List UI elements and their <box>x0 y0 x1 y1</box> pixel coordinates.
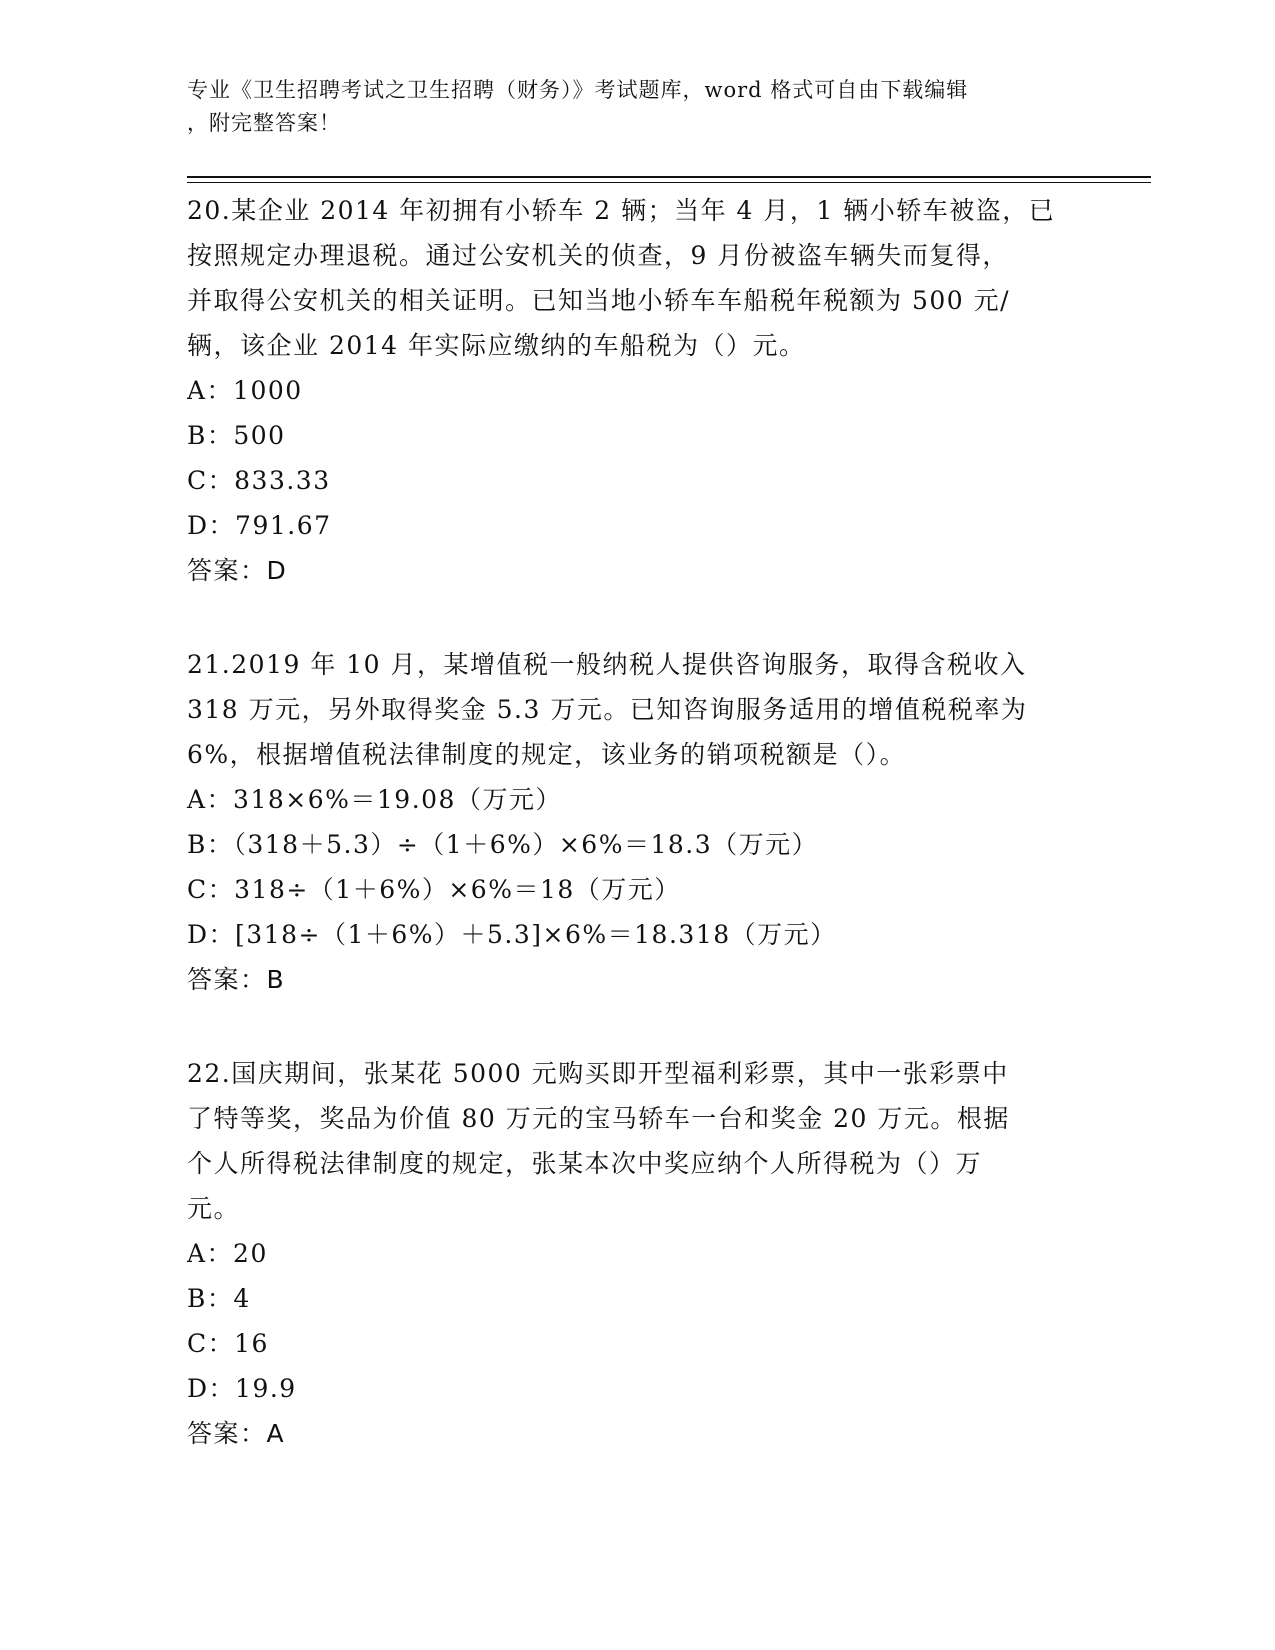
stem-line: 318 万元，另外取得奖金 5.3 万元。已知咨询服务适用的增值税税率为 <box>187 695 1028 724</box>
option-list <box>187 1231 1087 1411</box>
question-21 <box>187 642 1087 1002</box>
stem-line: 个人所得税法律制度的规定，张某本次中奖应纳个人所得税为（）万 <box>187 1149 983 1178</box>
question-stem <box>187 188 1087 368</box>
answer-line: 答案：A <box>187 1419 286 1448</box>
stem-line: 元。 <box>187 1194 241 1223</box>
option-d: D：[318÷（1＋6%）＋5.3]×6%＝18.318（万元） <box>187 920 837 949</box>
option-d: D：791.67 <box>187 511 332 540</box>
question-stem <box>187 642 1087 777</box>
question-22 <box>187 1051 1087 1456</box>
stem-line: 辆，该企业 2014 年实际应缴纳的车船税为（）元。 <box>187 331 806 360</box>
question-stem <box>187 1051 1087 1231</box>
answer-line: 答案：B <box>187 965 286 994</box>
stem-line: 了特等奖，奖品为价值 80 万元的宝马轿车一台和奖金 20 万元。根据 <box>187 1104 1010 1133</box>
option-c: C：833.33 <box>187 466 331 495</box>
answer-line: 答案：D <box>187 556 288 585</box>
header-line-1: 专业《卫生招聘考试之卫生招聘（财务）》考试题库，word 格式可自由下载编辑 <box>187 78 969 102</box>
document-header <box>187 74 1087 140</box>
option-b: B：（318＋5.3）÷（1＋6%）×6%＝18.3（万元） <box>187 830 819 859</box>
header-divider-thick <box>187 176 1151 178</box>
question-20 <box>187 188 1087 593</box>
option-c: C：318÷（1＋6%）×6%＝18（万元） <box>187 875 681 904</box>
stem-line: 21.2019 年 10 月，某增值税一般纳税人提供咨询服务，取得含税收入 <box>187 650 1027 679</box>
option-d: D：19.9 <box>187 1374 297 1403</box>
stem-line: 并取得公安机关的相关证明。已知当地小轿车车船税年税额为 500 元/ <box>187 286 1011 315</box>
stem-line: 20.某企业 2014 年初拥有小轿车 2 辆；当年 4 月，1 辆小轿车被盗，已 <box>187 196 1056 225</box>
option-a: A：1000 <box>187 376 303 405</box>
option-list <box>187 368 1087 548</box>
option-list <box>187 777 1087 957</box>
option-c: C：16 <box>187 1329 269 1358</box>
header-line-2: ，附完整答案！ <box>187 111 341 135</box>
stem-line: 6%，根据增值税法律制度的规定，该业务的销项税额是（）。 <box>187 740 907 769</box>
option-a: A：318×6%＝19.08（万元） <box>187 785 562 814</box>
stem-line: 22.国庆期间，张某花 5000 元购买即开型福利彩票，其中一张彩票中 <box>187 1059 1009 1088</box>
stem-line: 按照规定办理退税。通过公安机关的侦查，9 月份被盗车辆失而复得， <box>187 241 1009 270</box>
header-divider-thin <box>187 182 1151 183</box>
option-b: B：4 <box>187 1284 251 1313</box>
option-a: A：20 <box>187 1239 268 1268</box>
option-b: B：500 <box>187 421 286 450</box>
